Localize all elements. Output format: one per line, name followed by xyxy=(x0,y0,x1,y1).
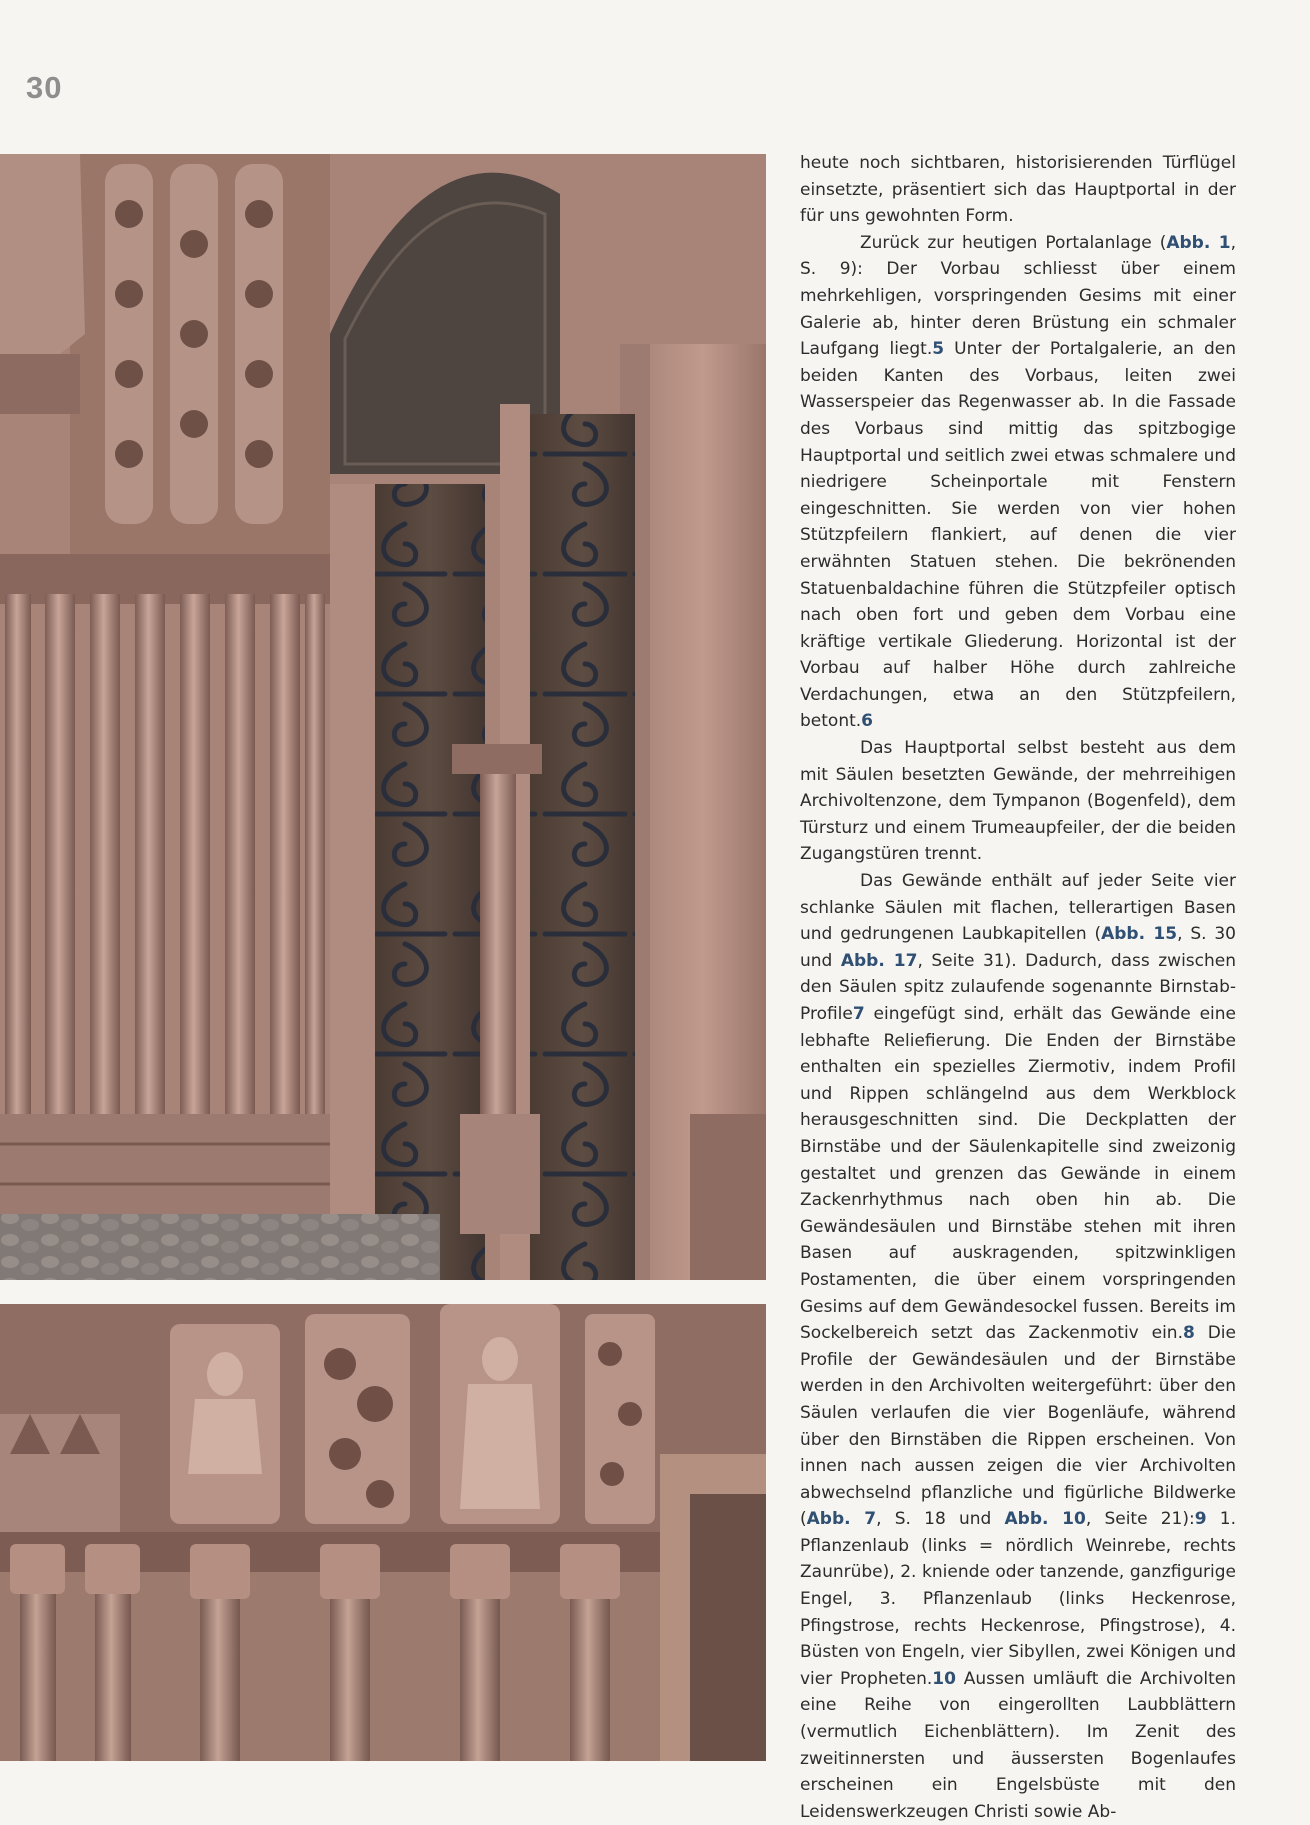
page-number: 30 xyxy=(26,70,63,105)
footnote-number: 9 xyxy=(1194,1509,1207,1530)
footnote-number: 7 xyxy=(852,1004,865,1024)
text-run: Zurück zur heutigen Portalanlage ( xyxy=(860,232,1167,253)
paragraph-4 xyxy=(800,868,1236,1825)
paragraph-2 xyxy=(800,230,1236,735)
figure-reference: Abb. 17 xyxy=(840,950,918,971)
text-run: eingefügt sind, erhält das Gewände eine lebhafte Reliefierung. Die Enden der Birnstäbe enthalten ein spezielles Ziermotiv, indem Profil und Rippen schlängelnd aus dem Werkblock herausgeschnitten sind. Die Deckplatten der Birnstäbe und der Säulenkapitelle sind zweizonig gestaltet und grenzen das Gewände in einem Zackenrhythmus nach oben hin ab. Die Gewändesäulen und Birnstäbe stehen mit ihren Basen auf auskragenden, spitzwinkligen Postamenten, die über einem vorspringenden Gesims auf dem Gewändesockel fussen. Bereits im Sockelbereich setzt das Zackenmotiv ein. xyxy=(800,1004,1236,1344)
text-run: Das Hauptportal selbst besteht aus dem mit Säulen besetzten Gewände, der mehrreihigen Archivoltenzone, dem Tympanon (Bogenfeld), dem Türsturz und einem Trumeaupfeiler, der die beiden Zugangstüren trennt. xyxy=(800,738,1236,865)
text-run: , S. 30 und xyxy=(800,924,1237,971)
portal-door-photo xyxy=(0,154,766,1280)
text-run: Das Gewände enthält auf jeder Seite vier schlanke Säulen mit flachen, tellerartigen Basen und gedrungenen Laubkapitellen ( xyxy=(800,871,1236,945)
text-run: Aussen umläuft die Archivolten eine Reihe von eingerollten Laubblättern (vermutlich Eichenblättern). Im Zenit des zweitinnersten und äussersten Bogenlaufes erscheinen ein Engelsbüste mit den Leidenswerkzeugen Christi sowie Ab- xyxy=(800,1668,1237,1822)
footnote-number: 5 xyxy=(932,339,945,360)
text-run: , S. 9): Der Vorbau schliesst über einem mehrkehligen, vorspringenden Gesims mit einer Galerie ab, hinter deren Brüstung ein schmaler Laufgang liegt. xyxy=(800,232,1236,360)
figure-reference: Abb. 10 xyxy=(1004,1509,1086,1530)
footnote-number: 6 xyxy=(861,711,874,732)
text-run: 1. Pflanzenlaub (links = nördlich Weinrebe, rechts Zaunrübe), 2. kniende oder tanzende, ganzfigurige Engel, 3. Pflanzenlaub (links Heckenrose, Pfingstrose, rechts Heckenrose, Pfingstrose), 4. Büsten von Engeln, vier Sibyllen, zwei Königen und vier Propheten. xyxy=(800,1509,1237,1689)
text-run: Unter der Portalgalerie, an den beiden Kanten des Vorbaus, leiten zwei Wasserspeier das Regenwasser ab. In die Fassade des Vorbaus sind mittig das spitzbogige Hauptportal und seitlich zwei etwas schmalere und niedrigere Scheinportale mit Fenstern eingeschnitten. Sie werden von vier hohen Stützpfeilern flankiert, auf denen die vier erwähnten Statuen stehen. Die bekrönenden Statuenbaldachine führen die Stützpfeiler optisch nach oben fort und geben dem Vorbau eine kräftige vertikale Gliederung. Horizontal ist der Vorbau auf halber Höhe durch zahlreiche Verdachungen, etwa an den Stützpfeilern, betont. xyxy=(800,339,1236,732)
footnote-number: 10 xyxy=(932,1668,956,1689)
figure-reference: Abb. 15 xyxy=(1101,924,1178,945)
text-run: , Seite 21): xyxy=(1085,1509,1195,1530)
text-run: Die Profile der Gewändesäulen und der Birnstäbe werden in den Archivolten weitergeführt: über den Säulen verlaufen die vier Bogenläufe, während über den Birnstäben die Rippen erscheinen. Von innen nach aussen zeigen die vier Archivolten abwechselnd pflanzliche und figürliche Bildwerke ( xyxy=(800,1323,1236,1530)
figure-reference: Abb. 7 xyxy=(806,1509,877,1530)
article-text-column xyxy=(800,150,1236,1825)
text-run: , Seite 31). Dadurch, dass zwischen den Säulen spitz zulaufende sogenannte Birnstab-Profile xyxy=(800,950,1237,1024)
paragraph-3 xyxy=(800,735,1236,868)
paragraph-1 xyxy=(800,150,1236,230)
footnote-number: 8 xyxy=(1182,1323,1195,1344)
text-run: heute noch sichtbaren, historisierenden Türflügel einsetzte, präsentiert sich das Hauptportal in der für uns gewohnten Form. xyxy=(800,153,1236,227)
text-run: , S. 18 und xyxy=(876,1509,1005,1530)
archivolt-sculpture-photo xyxy=(0,1304,766,1761)
figure-reference: Abb. 1 xyxy=(1166,232,1231,253)
